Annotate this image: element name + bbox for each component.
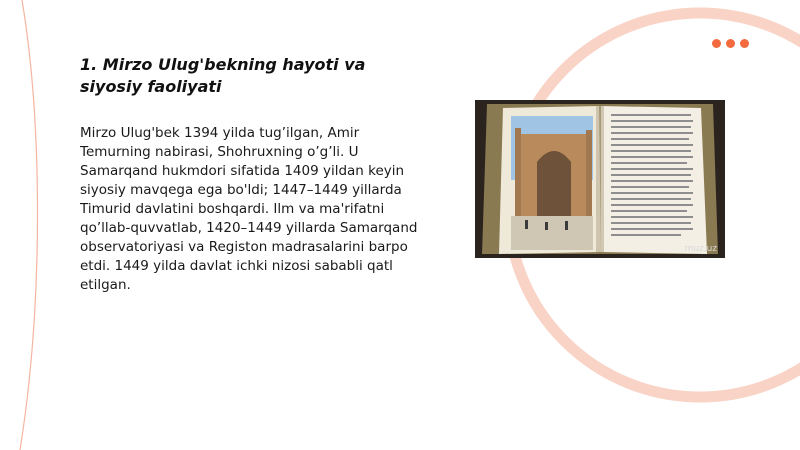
open-book-photo (475, 100, 725, 258)
dot-1 (712, 39, 721, 48)
dot-3 (740, 39, 749, 48)
slide-title: 1. Mirzo Ulug'bekning hayoti va siyosiy faoliyati (80, 55, 366, 96)
left-edge-curve (20, 0, 38, 450)
slide-body-text: Mirzo Ulug'bek 1394 yilda tug’ilgan, Amir Temurning nabirasi, Shohruxning o’g’li. U Samarqand hukmdori sifatida 1409 yildan keyin siyosiy mavqega ega bo'ldi; 1447–1449 yillarda Timurid davlatini boshqardi. Ilm va ma'rifatni qo’llab-quvvatlab, 1420–1449 yillarda Samarqand observatoriyasi va Registon madrasalarini barpo etdi. 1449 yilda davlat ichki nizosi sababli qatl etilgan. (80, 125, 418, 293)
menu-dots-icon (712, 39, 749, 48)
dot-2 (726, 39, 735, 48)
image-watermark: muz.uz (684, 244, 717, 254)
